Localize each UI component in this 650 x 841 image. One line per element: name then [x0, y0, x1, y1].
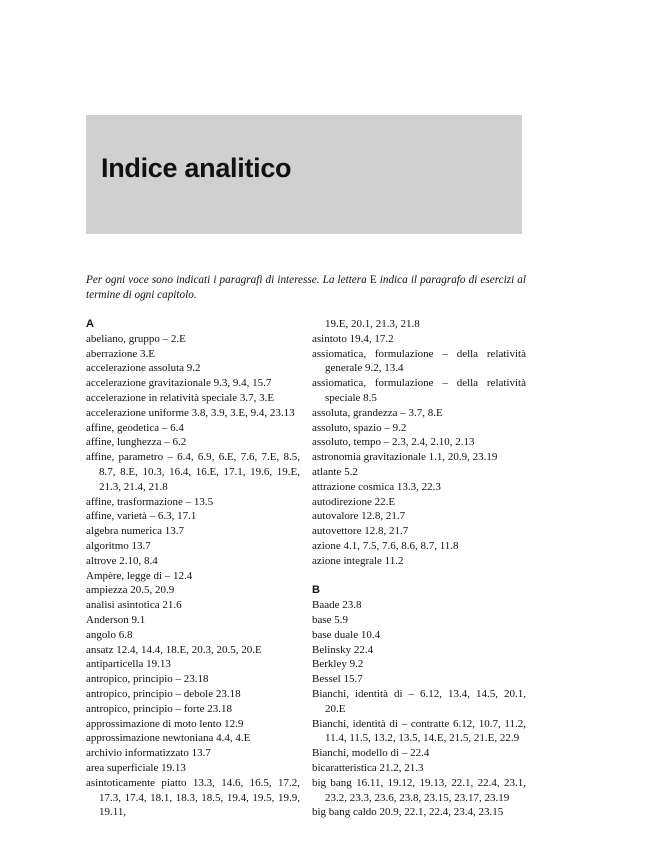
- index-entry: Baade 23.8: [312, 599, 362, 612]
- index-entry: Ampère, legge di – 12.4: [86, 569, 193, 582]
- index-entry: approssimazione newtoniana 4.4, 4.E: [86, 732, 251, 745]
- index-letter-heading: B: [312, 584, 320, 597]
- intro-part-2: indica il paragrafo di esercizi al termine di ogni capitolo.: [86, 274, 526, 302]
- index-entry: atlante 5.2: [312, 465, 358, 478]
- index-entry: autodirezione 22.E: [312, 495, 396, 508]
- index-entry: azione integrale 11.2: [312, 554, 404, 567]
- index-entry: azione 4.1, 7.5, 7.6, 8.6, 8.7, 11.8: [312, 539, 459, 552]
- index-entry: bicaratteristica 21.2, 21.3: [312, 761, 424, 774]
- index-entry: assiomatica, formulazione – della relatività speciale 8.5: [312, 377, 526, 404]
- index-entry: affine, geodetica – 6.4: [86, 421, 184, 434]
- index-column-right: [312, 317, 526, 820]
- index-entry: affine, varietà – 6.3, 17.1: [86, 510, 197, 523]
- index-entry: autovettore 12.8, 21.7: [312, 525, 409, 538]
- index-entry: abeliano, gruppo – 2.E: [86, 332, 186, 345]
- index-entry: affine, trasformazione – 13.5: [86, 495, 214, 508]
- index-entry: angolo 6.8: [86, 628, 133, 641]
- index-entry: antropico, principio – 23.18: [86, 673, 209, 686]
- index-entry: accelerazione assoluta 9.2: [86, 362, 201, 375]
- index-entry: Belinsky 22.4: [312, 643, 374, 656]
- index-entry: algoritmo 13.7: [86, 539, 151, 552]
- index-entry: big bang caldo 20.9, 22.1, 22.4, 23.4, 23.15: [312, 806, 504, 819]
- intro-text: [86, 273, 526, 303]
- index-entry: archivio informatizzato 13.7: [86, 747, 211, 760]
- index-entry: assoluta, grandezza – 3.7, 8.E: [312, 406, 443, 419]
- index-entry: asintoto 19.4, 17.2: [312, 332, 394, 345]
- index-entry: attrazione cosmica 13.3, 22.3: [312, 480, 441, 493]
- index-entry: asintoticamente piatto 13.3, 14.6, 16.5, 17.2, 17.3, 17.4, 18.1, 18.3, 18.5, 19.4, 19.5, 19.9, 19.11,: [86, 776, 300, 819]
- index-entry: aberrazione 3.E: [86, 347, 156, 360]
- index-entry: Bianchi, identità di – 6.12, 13.4, 14.5, 20.1, 20.E: [312, 687, 526, 715]
- index-entry: area superficiale 19.13: [86, 761, 186, 774]
- section-gap: [312, 569, 526, 584]
- index-entry: accelerazione in relatività speciale 3.7, 3.E: [86, 391, 275, 404]
- index-entry-continuation: 19.E, 20.1, 21.3, 21.8: [325, 318, 420, 330]
- index-entry: assoluto, tempo – 2.3, 2.4, 2.10, 2.13: [312, 436, 475, 449]
- index-entry: accelerazione gravitazionale 9.3, 9.4, 15.7: [86, 377, 272, 390]
- index-entry: approssimazione di moto lento 12.9: [86, 717, 244, 730]
- index-entry: astronomia gravitazionale 1.1, 20.9, 23.19: [312, 451, 498, 464]
- index-entry: affine, parametro – 6.4, 6.9, 6.E, 7.6, 7.E, 8.5, 8.7, 8.E, 10.3, 16.4, 16.E, 17.1, 19.6, 19.E, 21.3, 21.4, 21.8: [86, 451, 300, 493]
- index-entry: ampiezza 20.5, 20.9: [86, 584, 175, 597]
- index-entry: antropico, principio – debole 23.18: [86, 687, 241, 700]
- page-title: Indice analitico: [101, 153, 292, 183]
- index-entry: accelerazione uniforme 3.8, 3.9, 3.E, 9.4, 23.13: [86, 406, 295, 419]
- index-entry: analisi asintotica 21.6: [86, 599, 182, 612]
- index-entry: Bianchi, identità di – contratte 6.12, 10.7, 11.2, 11.4, 11.5, 13.2, 13.5, 14.E, 21.5, 21.E, 22.9: [312, 717, 526, 745]
- index-entry: antropico, principio – forte 23.18: [86, 702, 233, 715]
- index-entry: antiparticella 19.13: [86, 658, 171, 671]
- index-letter-heading: A: [86, 318, 94, 330]
- index-entry: altrove 2.10, 8.4: [86, 554, 158, 567]
- index-entry: autovalore 12.8, 21.7: [312, 510, 406, 523]
- index-entry: base duale 10.4: [312, 628, 381, 641]
- index-entry: Anderson 9.1: [86, 613, 146, 626]
- index-entry: base 5.9: [312, 613, 349, 626]
- index-entry: algebra numerica 13.7: [86, 525, 185, 538]
- index-entry: big bang 16.11, 19.12, 19.13, 22.1, 22.4, 23.1, 23.2, 23.3, 23.6, 23.8, 23.15, 23.17, 23.19: [312, 776, 526, 804]
- index-entry: ansatz 12.4, 14.4, 18.E, 20.3, 20.5, 20.E: [86, 643, 262, 656]
- index-column-left: [86, 317, 300, 820]
- intro-part-1: Per ogni voce sono indicati i paragrafi di interesse. La lettera: [86, 274, 370, 287]
- intro-letter-e: E: [369, 274, 377, 287]
- index-entry: Berkley 9.2: [312, 658, 364, 671]
- index-entry: assoluto, spazio – 9.2: [312, 421, 407, 434]
- title-band: [86, 115, 522, 234]
- index-entry: Bianchi, modello di – 22.4: [312, 747, 430, 760]
- index-entry: assiomatica, formulazione – della relatività generale 9.2, 13.4: [312, 347, 526, 375]
- index-entry: affine, lunghezza – 6.2: [86, 436, 187, 449]
- index-entry: Bessel 15.7: [312, 673, 363, 686]
